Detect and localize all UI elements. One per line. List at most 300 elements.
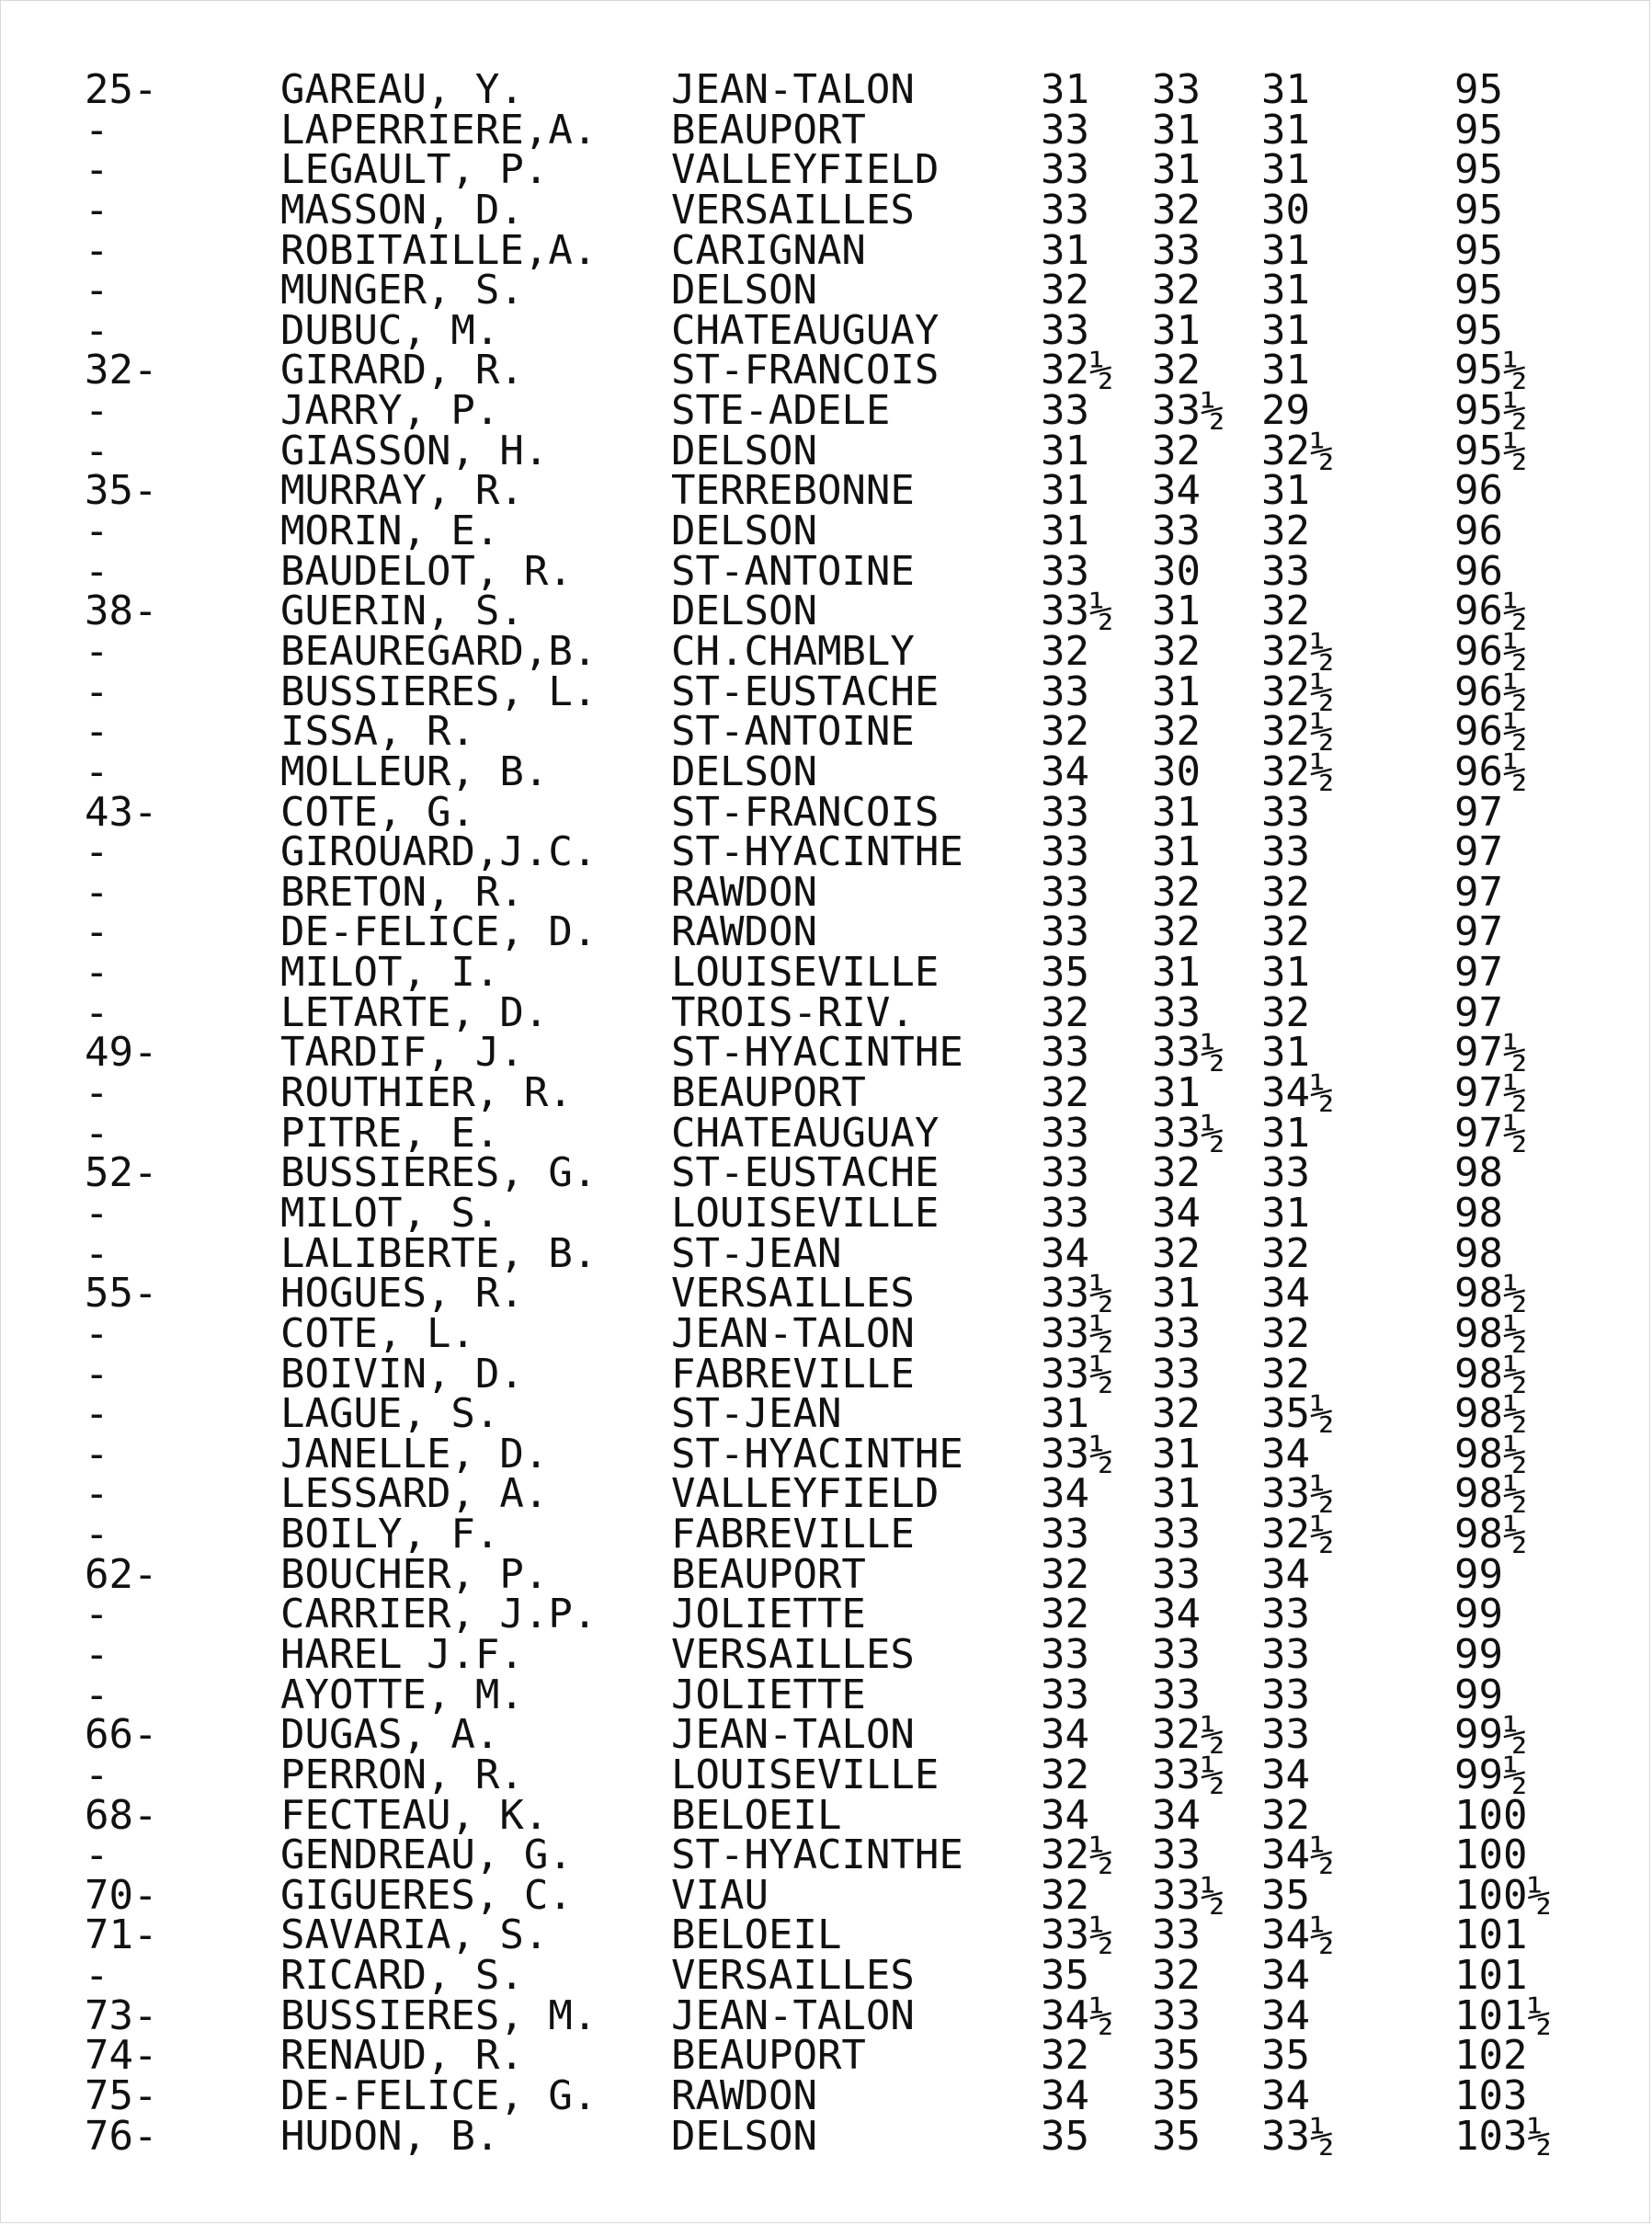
club-name: CH.CHAMBLY bbox=[671, 627, 915, 675]
round-2-score: 32 bbox=[1152, 267, 1201, 314]
club-name: ST-FRANCOIS bbox=[671, 347, 940, 394]
rank-cell: - bbox=[85, 1109, 109, 1157]
round-1-score: 33 bbox=[1041, 1109, 1089, 1157]
club-name: VALLEYFIELD bbox=[671, 1470, 940, 1518]
player-name: ROBITAILLE,A. bbox=[280, 226, 598, 274]
result-row bbox=[0, 1991, 1652, 2039]
round-3-score: 33 bbox=[1261, 547, 1310, 595]
round-3-score: 35 bbox=[1261, 1871, 1310, 1919]
round-1-score: 33 bbox=[1041, 1149, 1089, 1197]
round-2-score: 33½ bbox=[1152, 387, 1225, 435]
total-score: 98 bbox=[1454, 1189, 1503, 1237]
rank-cell: - bbox=[85, 508, 109, 555]
round-2-score: 31 bbox=[1152, 1470, 1201, 1518]
round-3-score: 32 bbox=[1261, 508, 1310, 555]
total-score: 98 bbox=[1454, 1149, 1503, 1197]
total-score: 95½ bbox=[1454, 387, 1528, 435]
result-row bbox=[0, 908, 1652, 956]
rank-cell: - bbox=[85, 1069, 109, 1117]
round-1-score: 33 bbox=[1041, 106, 1089, 154]
result-row bbox=[0, 1550, 1652, 1598]
club-name: CHATEAUGUAY bbox=[671, 306, 940, 354]
total-score: 96½ bbox=[1454, 747, 1528, 795]
round-2-score: 32 bbox=[1152, 708, 1201, 756]
result-row bbox=[0, 1671, 1652, 1718]
total-score: 100 bbox=[1454, 1831, 1528, 1879]
club-name: LOUISEVILLE bbox=[671, 1751, 940, 1798]
rank-cell: 66- bbox=[85, 1711, 158, 1759]
result-row bbox=[0, 267, 1652, 314]
club-name: DELSON bbox=[671, 2112, 817, 2160]
player-name: GIASSON, H. bbox=[280, 427, 549, 474]
rank-cell: - bbox=[85, 306, 109, 354]
result-row bbox=[0, 387, 1652, 435]
round-3-score: 32½ bbox=[1261, 708, 1335, 756]
total-score: 96½ bbox=[1454, 627, 1528, 675]
round-3-score: 35½ bbox=[1261, 1390, 1335, 1438]
result-row bbox=[0, 1189, 1652, 1237]
round-1-score: 34 bbox=[1041, 2072, 1089, 2120]
club-name: DELSON bbox=[671, 588, 817, 635]
result-row bbox=[0, 627, 1652, 675]
round-1-score: 32 bbox=[1041, 2032, 1089, 2080]
round-2-score: 33½ bbox=[1152, 1751, 1225, 1798]
total-score: 96 bbox=[1454, 467, 1503, 515]
rank-cell: - bbox=[85, 1430, 109, 1478]
club-name: JOLIETTE bbox=[671, 1671, 866, 1718]
total-score: 99½ bbox=[1454, 1711, 1528, 1759]
club-name: ST-ANTOINE bbox=[671, 547, 915, 595]
rank-cell: 70- bbox=[85, 1871, 158, 1919]
player-name: COTE, L. bbox=[280, 1309, 475, 1357]
total-score: 95 bbox=[1454, 146, 1503, 194]
total-score: 95 bbox=[1454, 267, 1503, 314]
round-3-score: 32 bbox=[1261, 588, 1310, 635]
result-row bbox=[0, 1390, 1652, 1438]
player-name: GIRARD, R. bbox=[280, 347, 524, 394]
player-name: BOIVIN, D. bbox=[280, 1350, 524, 1398]
rank-cell: - bbox=[85, 1511, 109, 1558]
round-1-score: 33½ bbox=[1041, 1270, 1114, 1318]
round-2-score: 34 bbox=[1152, 467, 1201, 515]
total-score: 98½ bbox=[1454, 1270, 1528, 1318]
round-1-score: 32 bbox=[1041, 1751, 1089, 1798]
round-3-score: 31 bbox=[1261, 467, 1310, 515]
result-row bbox=[0, 708, 1652, 756]
rank-cell: - bbox=[85, 627, 109, 675]
player-name: RICARD, S. bbox=[280, 1952, 524, 2000]
round-3-score: 33 bbox=[1261, 1591, 1310, 1638]
round-3-score: 34 bbox=[1261, 1952, 1310, 2000]
total-score: 99 bbox=[1454, 1671, 1503, 1718]
round-3-score: 34 bbox=[1261, 1751, 1310, 1798]
result-row bbox=[0, 347, 1652, 394]
player-name: MORIN, E. bbox=[280, 508, 500, 555]
club-name: RAWDON bbox=[671, 908, 817, 956]
club-name: JEAN-TALON bbox=[671, 1991, 915, 2039]
club-name: RAWDON bbox=[671, 2072, 817, 2120]
round-3-score: 33 bbox=[1261, 1671, 1310, 1718]
player-name: DUBUC, M. bbox=[280, 306, 500, 354]
club-name: BEAUPORT bbox=[671, 1550, 866, 1598]
result-row bbox=[0, 788, 1652, 836]
round-2-score: 33 bbox=[1152, 988, 1201, 1036]
rank-cell: - bbox=[85, 868, 109, 916]
total-score: 97½ bbox=[1454, 1069, 1528, 1117]
round-3-score: 31 bbox=[1261, 1029, 1310, 1077]
rank-cell: - bbox=[85, 1470, 109, 1518]
round-3-score: 33 bbox=[1261, 1630, 1310, 1678]
round-2-score: 33 bbox=[1152, 1550, 1201, 1598]
total-score: 95 bbox=[1454, 226, 1503, 274]
total-score: 102 bbox=[1454, 2032, 1528, 2080]
round-2-score: 32 bbox=[1152, 627, 1201, 675]
round-1-score: 32 bbox=[1041, 267, 1089, 314]
round-3-score: 31 bbox=[1261, 1109, 1310, 1157]
total-score: 99½ bbox=[1454, 1751, 1528, 1798]
player-name: LESSARD, A. bbox=[280, 1470, 549, 1518]
result-row bbox=[0, 467, 1652, 515]
round-1-score: 32 bbox=[1041, 1069, 1089, 1117]
round-1-score: 32 bbox=[1041, 1871, 1089, 1919]
round-3-score: 32 bbox=[1261, 1791, 1310, 1839]
player-name: GAREAU, Y. bbox=[280, 66, 524, 113]
round-2-score: 34 bbox=[1152, 1791, 1201, 1839]
total-score: 103 bbox=[1454, 2072, 1528, 2120]
club-name: VERSAILLES bbox=[671, 186, 915, 234]
result-row bbox=[0, 988, 1652, 1036]
round-2-score: 35 bbox=[1152, 2112, 1201, 2160]
player-name: SAVARIA, S. bbox=[280, 1911, 549, 1959]
club-name: DELSON bbox=[671, 427, 817, 474]
total-score: 96 bbox=[1454, 508, 1503, 555]
round-2-score: 32 bbox=[1152, 347, 1201, 394]
total-score: 100½ bbox=[1454, 1871, 1552, 1919]
round-1-score: 34 bbox=[1041, 1470, 1089, 1518]
total-score: 95 bbox=[1454, 106, 1503, 154]
round-1-score: 31 bbox=[1041, 427, 1089, 474]
total-score: 95½ bbox=[1454, 427, 1528, 474]
rank-cell: 76- bbox=[85, 2112, 158, 2160]
rank-cell: - bbox=[85, 1952, 109, 2000]
total-score: 95½ bbox=[1454, 347, 1528, 394]
round-2-score: 33 bbox=[1152, 66, 1201, 113]
rank-cell: - bbox=[85, 1189, 109, 1237]
round-2-score: 33 bbox=[1152, 1630, 1201, 1678]
rank-cell: - bbox=[85, 949, 109, 997]
result-row bbox=[0, 508, 1652, 555]
rank-cell: - bbox=[85, 1671, 109, 1718]
total-score: 98½ bbox=[1454, 1350, 1528, 1398]
result-row bbox=[0, 2032, 1652, 2080]
result-row bbox=[0, 588, 1652, 635]
round-2-score: 32 bbox=[1152, 1390, 1201, 1438]
round-3-score: 31 bbox=[1261, 267, 1310, 314]
rank-cell: - bbox=[85, 146, 109, 194]
round-1-score: 33½ bbox=[1041, 588, 1114, 635]
rank-cell: 71- bbox=[85, 1911, 158, 1959]
rank-cell: - bbox=[85, 1390, 109, 1438]
club-name: JEAN-TALON bbox=[671, 1711, 915, 1759]
round-2-score: 32 bbox=[1152, 908, 1201, 956]
result-row bbox=[0, 1751, 1652, 1798]
result-row bbox=[0, 747, 1652, 795]
club-name: DELSON bbox=[671, 747, 817, 795]
round-2-score: 34 bbox=[1152, 1189, 1201, 1237]
result-row bbox=[0, 186, 1652, 234]
player-name: BRETON, R. bbox=[280, 868, 524, 916]
rank-cell: - bbox=[85, 186, 109, 234]
round-3-score: 32½ bbox=[1261, 668, 1335, 715]
round-3-score: 33½ bbox=[1261, 2112, 1335, 2160]
round-1-score: 33 bbox=[1041, 1189, 1089, 1237]
round-2-score: 33½ bbox=[1152, 1871, 1225, 1919]
player-name: COTE, G. bbox=[280, 788, 475, 836]
round-1-score: 33 bbox=[1041, 146, 1089, 194]
round-3-score: 33 bbox=[1261, 1149, 1310, 1197]
round-1-score: 33 bbox=[1041, 547, 1089, 595]
rank-cell: - bbox=[85, 106, 109, 154]
round-3-score: 32 bbox=[1261, 1229, 1310, 1277]
round-3-score: 33 bbox=[1261, 788, 1310, 836]
result-row bbox=[0, 1309, 1652, 1357]
total-score: 103½ bbox=[1454, 2112, 1552, 2160]
player-name: DE-FELICE, D. bbox=[280, 908, 598, 956]
club-name: VERSAILLES bbox=[671, 1952, 915, 2000]
rank-cell: - bbox=[85, 1309, 109, 1357]
club-name: ST-EUSTACHE bbox=[671, 668, 940, 715]
round-3-score: 34 bbox=[1261, 1991, 1310, 2039]
club-name: DELSON bbox=[671, 267, 817, 314]
round-3-score: 31 bbox=[1261, 106, 1310, 154]
rank-cell: - bbox=[85, 1350, 109, 1398]
total-score: 99 bbox=[1454, 1591, 1503, 1638]
round-1-score: 33 bbox=[1041, 868, 1089, 916]
round-2-score: 31 bbox=[1152, 146, 1201, 194]
round-1-score: 33 bbox=[1041, 1511, 1089, 1558]
total-score: 96½ bbox=[1454, 668, 1528, 715]
club-name: TERREBONNE bbox=[671, 467, 915, 515]
player-name: GUERIN, S. bbox=[280, 588, 524, 635]
round-3-score: 32 bbox=[1261, 1350, 1310, 1398]
round-1-score: 32 bbox=[1041, 1550, 1089, 1598]
rank-cell: - bbox=[85, 708, 109, 756]
round-3-score: 34 bbox=[1261, 1550, 1310, 1598]
total-score: 95 bbox=[1454, 186, 1503, 234]
club-name: BEAUPORT bbox=[671, 1069, 866, 1117]
round-1-score: 31 bbox=[1041, 467, 1089, 515]
club-name: FABREVILLE bbox=[671, 1350, 915, 1398]
round-1-score: 33½ bbox=[1041, 1911, 1114, 1959]
player-name: BOILY, F. bbox=[280, 1511, 500, 1558]
player-name: BAUDELOT, R. bbox=[280, 547, 573, 595]
total-score: 98½ bbox=[1454, 1470, 1528, 1518]
round-1-score: 33 bbox=[1041, 1630, 1089, 1678]
result-row bbox=[0, 1470, 1652, 1518]
club-name: ST-ANTOINE bbox=[671, 708, 915, 756]
round-3-score: 32 bbox=[1261, 1309, 1310, 1357]
total-score: 97½ bbox=[1454, 1109, 1528, 1157]
total-score: 98½ bbox=[1454, 1430, 1528, 1478]
round-2-score: 32 bbox=[1152, 1229, 1201, 1277]
round-3-score: 31 bbox=[1261, 949, 1310, 997]
round-1-score: 31 bbox=[1041, 66, 1089, 113]
rank-cell: 62- bbox=[85, 1550, 158, 1598]
total-score: 101 bbox=[1454, 1911, 1528, 1959]
round-2-score: 34 bbox=[1152, 1591, 1201, 1638]
results-table bbox=[0, 66, 1652, 2160]
club-name: ST-JEAN bbox=[671, 1390, 842, 1438]
rank-cell: 49- bbox=[85, 1029, 158, 1077]
player-name: MASSON, D. bbox=[280, 186, 524, 234]
round-3-score: 32½ bbox=[1261, 627, 1335, 675]
round-2-score: 33 bbox=[1152, 508, 1201, 555]
result-row bbox=[0, 547, 1652, 595]
player-name: GIGUERES, C. bbox=[280, 1871, 573, 1919]
club-name: CARIGNAN bbox=[671, 226, 866, 274]
player-name: GENDREAU, G. bbox=[280, 1831, 573, 1879]
player-name: PITRE, E. bbox=[280, 1109, 500, 1157]
total-score: 98½ bbox=[1454, 1390, 1528, 1438]
total-score: 95 bbox=[1454, 66, 1503, 113]
result-row bbox=[0, 146, 1652, 194]
round-2-score: 33 bbox=[1152, 226, 1201, 274]
club-name: VALLEYFIELD bbox=[671, 146, 940, 194]
round-2-score: 31 bbox=[1152, 106, 1201, 154]
total-score: 96 bbox=[1454, 547, 1503, 595]
round-2-score: 31 bbox=[1152, 668, 1201, 715]
result-row bbox=[0, 1109, 1652, 1157]
round-1-score: 32½ bbox=[1041, 1831, 1114, 1879]
result-row bbox=[0, 1711, 1652, 1759]
rank-cell: 68- bbox=[85, 1791, 158, 1839]
round-2-score: 30 bbox=[1152, 747, 1201, 795]
round-3-score: 31 bbox=[1261, 347, 1310, 394]
player-name: MUNGER, S. bbox=[280, 267, 524, 314]
result-row bbox=[0, 306, 1652, 354]
round-3-score: 31 bbox=[1261, 146, 1310, 194]
round-2-score: 31 bbox=[1152, 1270, 1201, 1318]
round-2-score: 33 bbox=[1152, 1511, 1201, 1558]
rank-cell: - bbox=[85, 988, 109, 1036]
player-name: MILOT, S. bbox=[280, 1189, 500, 1237]
result-row bbox=[0, 1430, 1652, 1478]
round-3-score: 32 bbox=[1261, 908, 1310, 956]
round-1-score: 34 bbox=[1041, 1229, 1089, 1277]
rank-cell: 52- bbox=[85, 1149, 158, 1197]
club-name: VERSAILLES bbox=[671, 1270, 915, 1318]
round-3-score: 30 bbox=[1261, 186, 1310, 234]
round-2-score: 32 bbox=[1152, 868, 1201, 916]
result-row bbox=[0, 949, 1652, 997]
result-row bbox=[0, 1069, 1652, 1117]
round-2-score: 33 bbox=[1152, 1350, 1201, 1398]
round-3-score: 31 bbox=[1261, 226, 1310, 274]
rank-cell: 43- bbox=[85, 788, 158, 836]
total-score: 96½ bbox=[1454, 708, 1528, 756]
club-name: LOUISEVILLE bbox=[671, 949, 940, 997]
club-name: BELOEIL bbox=[671, 1791, 842, 1839]
round-1-score: 33½ bbox=[1041, 1350, 1114, 1398]
round-3-score: 33 bbox=[1261, 1711, 1310, 1759]
round-1-score: 33 bbox=[1041, 186, 1089, 234]
result-row bbox=[0, 668, 1652, 715]
round-3-score: 34½ bbox=[1261, 1831, 1335, 1879]
round-1-score: 33 bbox=[1041, 908, 1089, 956]
round-1-score: 33½ bbox=[1041, 1309, 1114, 1357]
round-3-score: 34 bbox=[1261, 1430, 1310, 1478]
round-2-score: 35 bbox=[1152, 2072, 1201, 2120]
total-score: 100 bbox=[1454, 1791, 1528, 1839]
result-row bbox=[0, 1952, 1652, 2000]
round-1-score: 34 bbox=[1041, 1791, 1089, 1839]
club-name: ST-HYACINTHE bbox=[671, 1029, 963, 1077]
rank-cell: - bbox=[85, 668, 109, 715]
player-name: MOLLEUR, B. bbox=[280, 747, 549, 795]
rank-cell: - bbox=[85, 226, 109, 274]
result-row bbox=[0, 2072, 1652, 2120]
club-name: BELOEIL bbox=[671, 1911, 842, 1959]
player-name: DUGAS, A. bbox=[280, 1711, 500, 1759]
round-3-score: 34½ bbox=[1261, 1911, 1335, 1959]
round-2-score: 32 bbox=[1152, 427, 1201, 474]
rank-cell: - bbox=[85, 1831, 109, 1879]
round-3-score: 35 bbox=[1261, 2032, 1310, 2080]
rank-cell: 55- bbox=[85, 1270, 158, 1318]
result-row bbox=[0, 1630, 1652, 1678]
round-1-score: 33 bbox=[1041, 306, 1089, 354]
round-3-score: 31 bbox=[1261, 306, 1310, 354]
result-row bbox=[0, 1591, 1652, 1638]
player-name: DE-FELICE, G. bbox=[280, 2072, 598, 2120]
round-2-score: 30 bbox=[1152, 547, 1201, 595]
rank-cell: 38- bbox=[85, 588, 158, 635]
round-2-score: 31 bbox=[1152, 1430, 1201, 1478]
total-score: 97 bbox=[1454, 828, 1503, 876]
rank-cell: - bbox=[85, 1630, 109, 1678]
round-3-score: 33 bbox=[1261, 828, 1310, 876]
round-1-score: 31 bbox=[1041, 226, 1089, 274]
club-name: LOUISEVILLE bbox=[671, 1189, 940, 1237]
club-name: BEAUPORT bbox=[671, 106, 866, 154]
result-row bbox=[0, 1791, 1652, 1839]
rank-cell: - bbox=[85, 1591, 109, 1638]
club-name: CHATEAUGUAY bbox=[671, 1109, 940, 1157]
round-1-score: 33 bbox=[1041, 828, 1089, 876]
round-1-score: 34½ bbox=[1041, 1991, 1114, 2039]
rank-cell: - bbox=[85, 828, 109, 876]
total-score: 96½ bbox=[1454, 588, 1528, 635]
round-1-score: 33 bbox=[1041, 1671, 1089, 1718]
result-row bbox=[0, 828, 1652, 876]
result-row bbox=[0, 1229, 1652, 1277]
result-row bbox=[0, 66, 1652, 113]
result-row bbox=[0, 2112, 1652, 2160]
round-2-score: 33 bbox=[1152, 1991, 1201, 2039]
round-3-score: 32½ bbox=[1261, 1511, 1335, 1558]
round-2-score: 33 bbox=[1152, 1671, 1201, 1718]
round-2-score: 32½ bbox=[1152, 1711, 1225, 1759]
player-name: JARRY, P. bbox=[280, 387, 500, 435]
total-score: 98½ bbox=[1454, 1511, 1528, 1558]
player-name: ROUTHIER, R. bbox=[280, 1069, 573, 1117]
club-name: ST-EUSTACHE bbox=[671, 1149, 940, 1197]
player-name: MURRAY, R. bbox=[280, 467, 524, 515]
player-name: CARRIER, J.P. bbox=[280, 1591, 598, 1638]
club-name: ST-HYACINTHE bbox=[671, 1831, 963, 1879]
round-2-score: 32 bbox=[1152, 186, 1201, 234]
round-3-score: 32½ bbox=[1261, 427, 1335, 474]
